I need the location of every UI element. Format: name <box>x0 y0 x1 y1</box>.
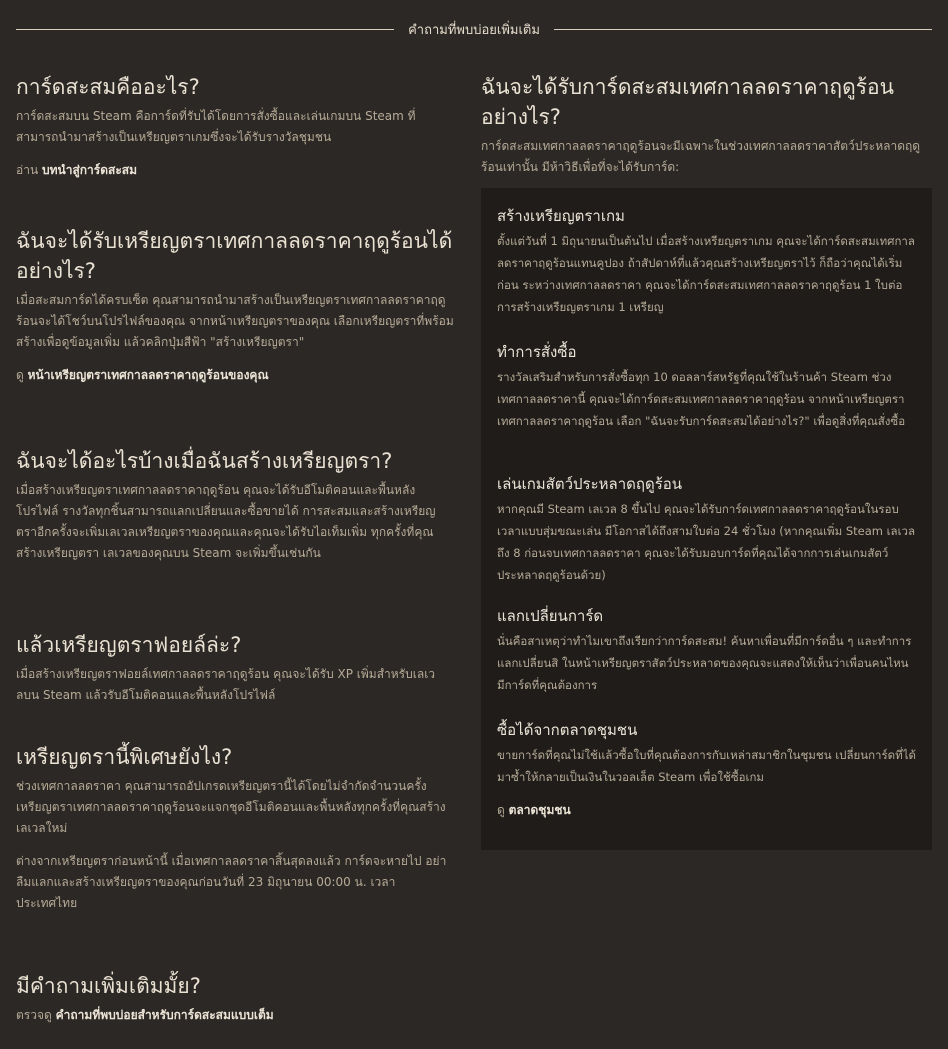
way-title: ซื้อได้จากตลาดชุมชน <box>497 721 638 739</box>
link-line <box>16 365 456 385</box>
way-text: ตั้งแต่วันที่ 1 มิถุนายนเป็นต้นไป เมื่อสร้างเหรียญตราเกม คุณจะได้การ์ดสะสมเทศกาลลดราคาฤดูร้อนแทนคูปอง ถ้าสัปดาห์ที่แล้วคุณสร้างเหรียญตราไว้ ก็ถือว่าคุณได้เริ่มก่อน ระหว่างเทศกาลลดราคา คุณจะได้การ์ดสะสมเทศกาลลดราคาฤดูร้อน 1 ใบต่อการสร้างเหรียญตราเกม 1 เหรียญ <box>497 234 915 314</box>
answer-text: การ์ดสะสมเทศกาลลดราคาฤดูร้อนจะมีเฉพาะในช่วงเทศกาลลดราคาสัตว์ประหลาดฤดูร้อนเท่านั้น มีห้าวิธีเพื่อที่จะได้รับการ์ด: <box>481 139 921 174</box>
answer-text: ช่วงเทศกาลลดราคา คุณสามารถอัปเกรดเหรียญตรานี้ได้โดยไม่จำกัดจำนวนครั้ง เหรียญตราเทศกาลลดราคาฤดูร้อนจะแจกชุดอีโมติคอนและพื้นหลังทุกครั้งที่คุณสร้างเลเวลใหม่ <box>16 779 446 835</box>
way-craft-badge <box>497 204 916 340</box>
faq-header <box>16 14 932 44</box>
faq-foil-badge <box>16 630 456 718</box>
link-line <box>16 1005 456 1025</box>
question-title: มีคำถามเพิ่มเติมมั้ย? <box>16 974 201 998</box>
faq-what-are-cards <box>16 72 456 202</box>
way-title: แลกเปลี่ยนการ์ด <box>497 607 604 625</box>
answer-text: เมื่อสร้างเหรียญตราฟอยล์เทศกาลลดราคาฤดูร้อน คุณจะได้รับ XP เพิ่มสำหรับเลเวลบน Steam แล้วรับอีโมติคอนและพื้นหลังโปรไฟล์ <box>16 667 436 702</box>
faq-badge-special <box>16 742 456 947</box>
way-text: นั่นคือสาเหตุว่าทำไมเขาถึงเรียกว่าการ์ดสะสม! ค้นหาเพื่อนที่มีการ์ดอื่น ๆ และทำการแลกเปลี่ยนสิ ในหน้าเหรียญตราสัตว์ประหลาดของคุณจะแสดงให้เห็นว่าเพื่อนคนไหนมีการ์ดที่คุณต้องการ <box>497 634 912 692</box>
answer-text-extra: ต่างจากเหรียญตราก่อนหน้านี้ เมื่อเทศกาลลดราคาสิ้นสุดลงแล้ว การ์ดจะหายไป อย่าลืมแลกและสร้างเหรียญตราของคุณก่อนวันที่ 23 มิถุนายน 00:00 น. เวลาประเทศไทย <box>16 854 447 910</box>
way-community-market <box>497 718 916 817</box>
header-divider-left <box>16 29 394 30</box>
link-prefix: อ่าน <box>16 163 39 177</box>
link-prefix: ดู <box>497 803 505 817</box>
question-title: แล้วเหรียญตราฟอยล์ล่ะ? <box>16 633 242 657</box>
way-title: เล่นเกมสัตว์ประหลาดฤดูร้อน <box>497 475 683 493</box>
faq-more-questions <box>16 971 456 1025</box>
question-title: ฉันจะได้รับการ์ดสะสมเทศกาลลดราคาฤดูร้อนอย่างไร? <box>481 75 894 129</box>
header-title: คำถามที่พบบ่อยเพิ่มเติม <box>408 22 540 38</box>
way-trade-cards <box>497 604 916 718</box>
faq-how-to-get-cards <box>481 72 932 188</box>
faq-get-summer-badge <box>16 226 456 422</box>
community-market-link[interactable]: ตลาดชุมชน <box>508 803 571 817</box>
answer-text: เมื่อสะสมการ์ดได้ครบเซ็ต คุณสามารถนำมาสร้างเป็นเหรียญตราเทศกาลลดราคาฤดูร้อนจะได้โชว์บนโปรไฟล์ของคุณ จากหน้าเหรียญตราของคุณ เลือกเหรียญตราที่พร้อมสร้างเพื่อดูข้อมูลเพิ่ม แล้วคลิกปุ่มสีฟ้า "สร้างเหรียญตรา" <box>16 293 454 349</box>
faq-what-do-i-get <box>16 446 456 606</box>
intro-to-cards-link[interactable]: บทนำสู่การ์ดสะสม <box>41 163 138 177</box>
link-prefix: ตรวจดู <box>16 1008 52 1022</box>
full-cards-faq-link[interactable]: คำถามที่พบบ่อยสำหรับการ์ดสะสมแบบเต็ม <box>55 1008 274 1022</box>
question-title: เหรียญตรานี้พิเศษยังไง? <box>16 745 233 769</box>
way-text: รางวัลเสริมสำหรับการสั่งซื้อทุก 10 ดอลลาร์สหรัฐที่คุณใช้ในร้านค้า Steam ช่วงเทศกาลลดราคานี้ คุณจะได้การ์ดสะสมเทศกาลลดราคาฤดูร้อน จากหน้าเหรียญตราเทศกาลลดราคาฤดูร้อน เลือก "ฉันจะรับการ์ดสะสมได้อย่างไร?" เพื่อดูสิ่งที่คุณสั่งซื้อ <box>497 370 906 428</box>
way-title: สร้างเหรียญตราเกม <box>497 207 625 225</box>
way-text: ขายการ์ดที่คุณไม่ใช้แล้วซื้อใบที่คุณต้องการกับเหล่าสมาชิกในชุมชน เปลี่ยนการ์ดที่ได้มาซ้ำให้กลายเป็นเงินในวอลเล็ต Steam เพื่อใช้ซื้อเกม <box>497 748 916 784</box>
question-title: ฉันจะได้รับเหรียญตราเทศกาลลดราคาฤดูร้อนได้อย่างไร? <box>16 229 453 283</box>
question-title: ฉันจะได้อะไรบ้างเมื่อฉันสร้างเหรียญตรา? <box>16 449 393 473</box>
question-title: การ์ดสะสมคืออะไร? <box>16 75 200 99</box>
header-divider-right <box>554 29 932 30</box>
ways-to-get-cards-panel <box>481 188 932 850</box>
link-line <box>497 800 916 820</box>
way-make-purchase <box>497 340 916 472</box>
answer-text: เมื่อสร้างเหรียญตราเทศกาลลดราคาฤดูร้อน คุณจะได้รับอีโมติคอนและพื้นหลังโปรไฟล์ รางวัลทุกชิ้นสามารถแลกเปลี่ยนและซื้อขายได้ การสะสมและสร้างเหรียญตราอีกครั้งจะเพิ่มเลเวลเหรียญตราของคุณและคุณจะได้รับไอเท็มเพิ่ม ทุกครั้งที่คุณสร้างเหรียญตรา เลเวลของคุณบน Steam จะเพิ่มขึ้นเช่นกัน <box>16 483 436 560</box>
right-column <box>481 72 932 188</box>
way-text: หากคุณมี Steam เลเวล 8 ขึ้นไป คุณจะได้รับการ์ดเทศกาลลดราคาฤดูร้อนในรอบเวลาแบบสุ่มขณะเล่น มีโอกาสได้ถึงสามใบต่อ 24 ชั่วโมง (หากคุณเพิ่ม Steam เลเวลถึง 8 ก่อนจบเทศกาลลดราคา คุณจะได้รับมอบการ์ดที่คุณได้จากการเล่นเกมสัตว์ประหลาดฤดูร้อนด้วย) <box>497 502 916 582</box>
answer-text: การ์ดสะสมบน Steam คือการ์ดที่รับได้โดยการสั่งซื้อและเล่นเกมบน Steam ที่สามารถนำมาสร้างเป็นเหรียญตราเกมซึ่งจะได้รับรางวัลชุมชน <box>16 109 416 144</box>
summer-badge-page-link[interactable]: หน้าเหรียญตราเทศกาลลดราคาฤดูร้อนของคุณ <box>27 368 269 382</box>
way-play-monster-game <box>497 472 916 604</box>
link-line <box>16 160 456 180</box>
link-prefix: ดู <box>16 368 24 382</box>
left-column <box>16 72 456 1049</box>
way-title: ทำการสั่งซื้อ <box>497 343 577 361</box>
